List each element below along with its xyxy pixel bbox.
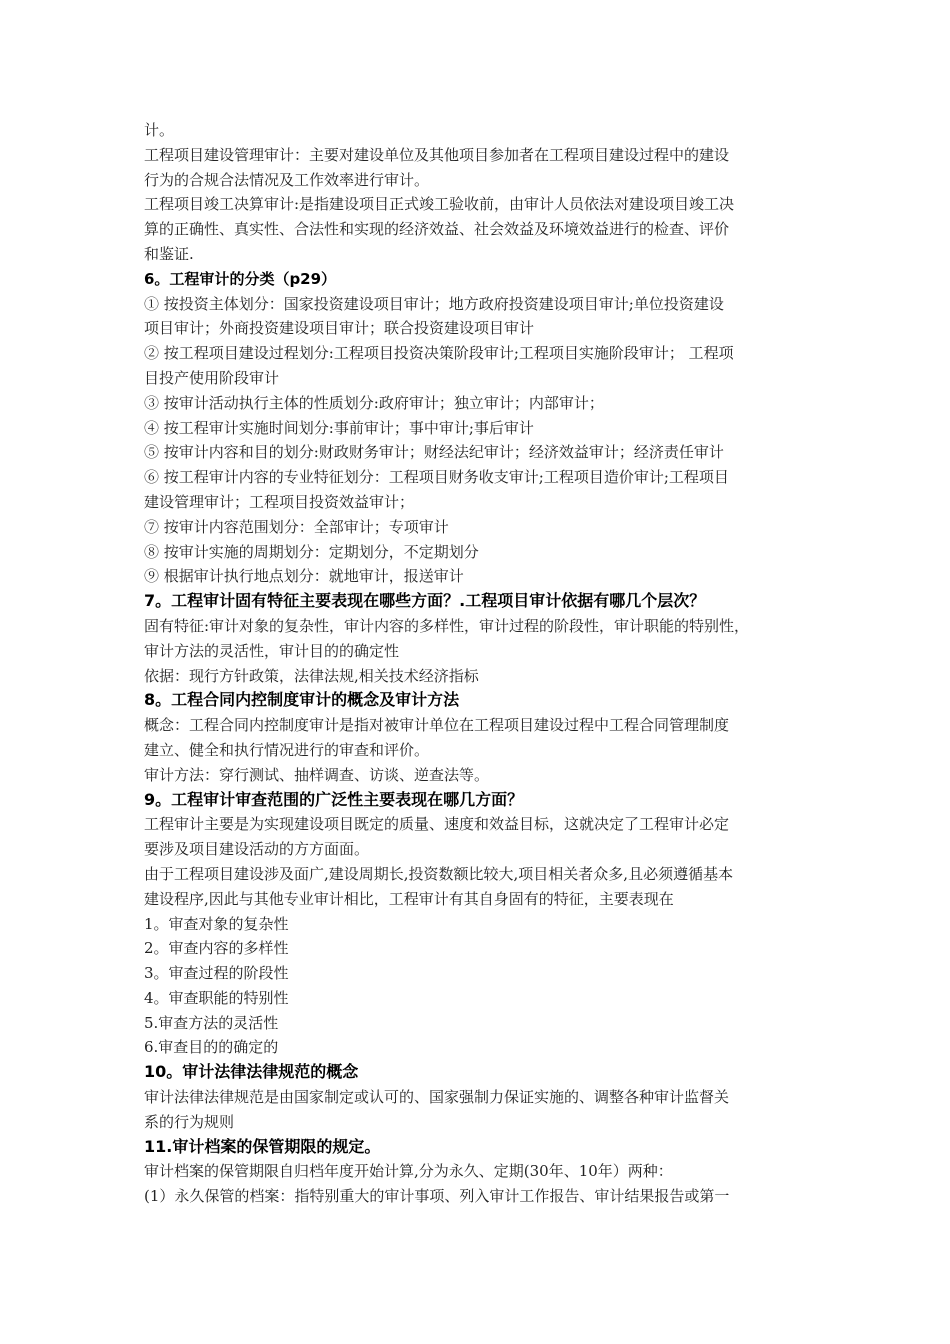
- text-line: ③ 按审计活动执行主体的性质划分:政府审计；独立审计；内部审计；: [144, 393, 604, 412]
- text-line: 固有特征:审计对象的复杂性，审计内容的多样性，审计过程的阶段性，审计职能的特别性，: [144, 616, 750, 635]
- text-line: 工程项目竣工决算审计:是指建设项目正式竣工验收前，由审计人员依法对建设项目竣工决: [144, 195, 735, 214]
- text-line: ⑥ 按工程审计内容的专业特征划分：工程项目财务收支审计;工程项目造价审计;工程项目: [144, 468, 729, 487]
- text-line: 审计法律法律规范是由国家制定或认可的、国家强制力保证实施的、调整各种审计监督关: [144, 1088, 730, 1107]
- text-line: 5.审查方法的灵活性: [144, 1013, 279, 1032]
- text-line: ⑤ 按审计内容和目的划分:财政财务审计；财经法纪审计；经济效益审计；经济责任审计: [144, 443, 724, 462]
- text-line: 要涉及项目建设活动的方方面面。: [144, 840, 370, 859]
- text-line: ② 按工程项目建设过程划分:工程项目投资决策阶段审计;工程项目实施阶段审计； 工程项: [144, 344, 734, 363]
- text-line: ① 按投资主体划分：国家投资建设项目审计；地方政府投资建设项目审计;单位投资建设: [144, 294, 724, 313]
- text-line: 工程审计主要是为实现建设项目既定的质量、速度和效益目标，这就决定了工程审计必定: [144, 815, 730, 834]
- section-heading: 9。工程审计审查范围的广泛性主要表现在哪几方面？: [144, 789, 524, 809]
- section-heading: 6。工程审计的分类（p29）: [144, 269, 337, 288]
- section-heading: 11.审计档案的保管期限的规定。: [144, 1136, 381, 1156]
- text-line: 2。审查内容的多样性: [144, 939, 289, 958]
- text-line: 审计档案的保管期限自归档年度开始计算,分为永久、定期(30年、10年）两种：: [144, 1162, 673, 1181]
- text-line: 审计方法的灵活性，审计目的的确定性: [144, 641, 400, 660]
- text-line: 目投产使用阶段审计: [144, 368, 280, 387]
- document-page: [144, 118, 814, 1209]
- text-line: 算的正确性、真实性、合法性和实现的经济效益、社会效益及环境效益进行的检查、评价: [144, 220, 730, 239]
- text-line: 项目审计；外商投资建设项目审计；联合投资建设项目审计: [144, 319, 535, 338]
- section-heading: 8。工程合同内控制度审计的概念及审计方法: [144, 690, 460, 710]
- text-line: 由于工程项目建设涉及面广,建设周期长,投资数额比较大,项目相关者众多,且必须遵循基本: [144, 864, 734, 883]
- text-line: 行为的合规合法情况及工作效率进行审计。: [144, 170, 430, 189]
- text-line: 建设管理审计；工程项目投资效益审计；: [144, 492, 415, 511]
- text-line: 依据：现行方针政策，法律法规,相关技术经济指标: [144, 666, 479, 685]
- section-heading: 10。审计法律法律规范的概念: [144, 1062, 359, 1082]
- text-line: 工程项目建设管理审计：主要对建设单位及其他项目参加者在工程项目建设过程中的建设: [144, 145, 730, 164]
- text-line: (1）永久保管的档案：指特别重大的审计事项、列入审计工作报告、审计结果报告或第一: [144, 1187, 730, 1206]
- text-line: ⑧ 按审计实施的周期划分：定期划分，不定期划分: [144, 542, 479, 561]
- text-line: 系的行为规则: [144, 1112, 235, 1131]
- text-line: 4。审查职能的特别性: [144, 988, 289, 1007]
- text-line: 和鉴证.: [144, 244, 194, 263]
- text-line: ④ 按工程审计实施时间划分:事前审计；事中审计;事后审计: [144, 418, 534, 437]
- text-line: 建立、健全和执行情况进行的审查和评价。: [144, 740, 430, 759]
- text-line: 3。审查过程的阶段性: [144, 964, 289, 983]
- text-line: 审计方法：穿行测试、抽样调查、访谈、逆查法等。: [144, 765, 490, 784]
- text-line: ⑨ 根据审计执行地点划分：就地审计，报送审计: [144, 567, 464, 586]
- section-heading: 7。工程审计固有特征主要表现在哪些方面？.工程项目审计依据有哪几个层次？: [144, 591, 706, 611]
- text-line: ⑦ 按审计内容范围划分：全部审计；专项审计: [144, 517, 449, 536]
- text-line: 1。审查对象的复杂性: [144, 914, 289, 933]
- text-line: 计。: [144, 121, 175, 139]
- text-line: 6.审查目的的确定的: [144, 1038, 279, 1057]
- text-line: 建设程序,因此与其他专业审计相比，工程审计有其自身固有的特征，主要表现在: [144, 889, 674, 908]
- text-line: 概念：工程合同内控制度审计是指对被审计单位在工程项目建设过程中工程合同管理制度: [144, 716, 730, 735]
